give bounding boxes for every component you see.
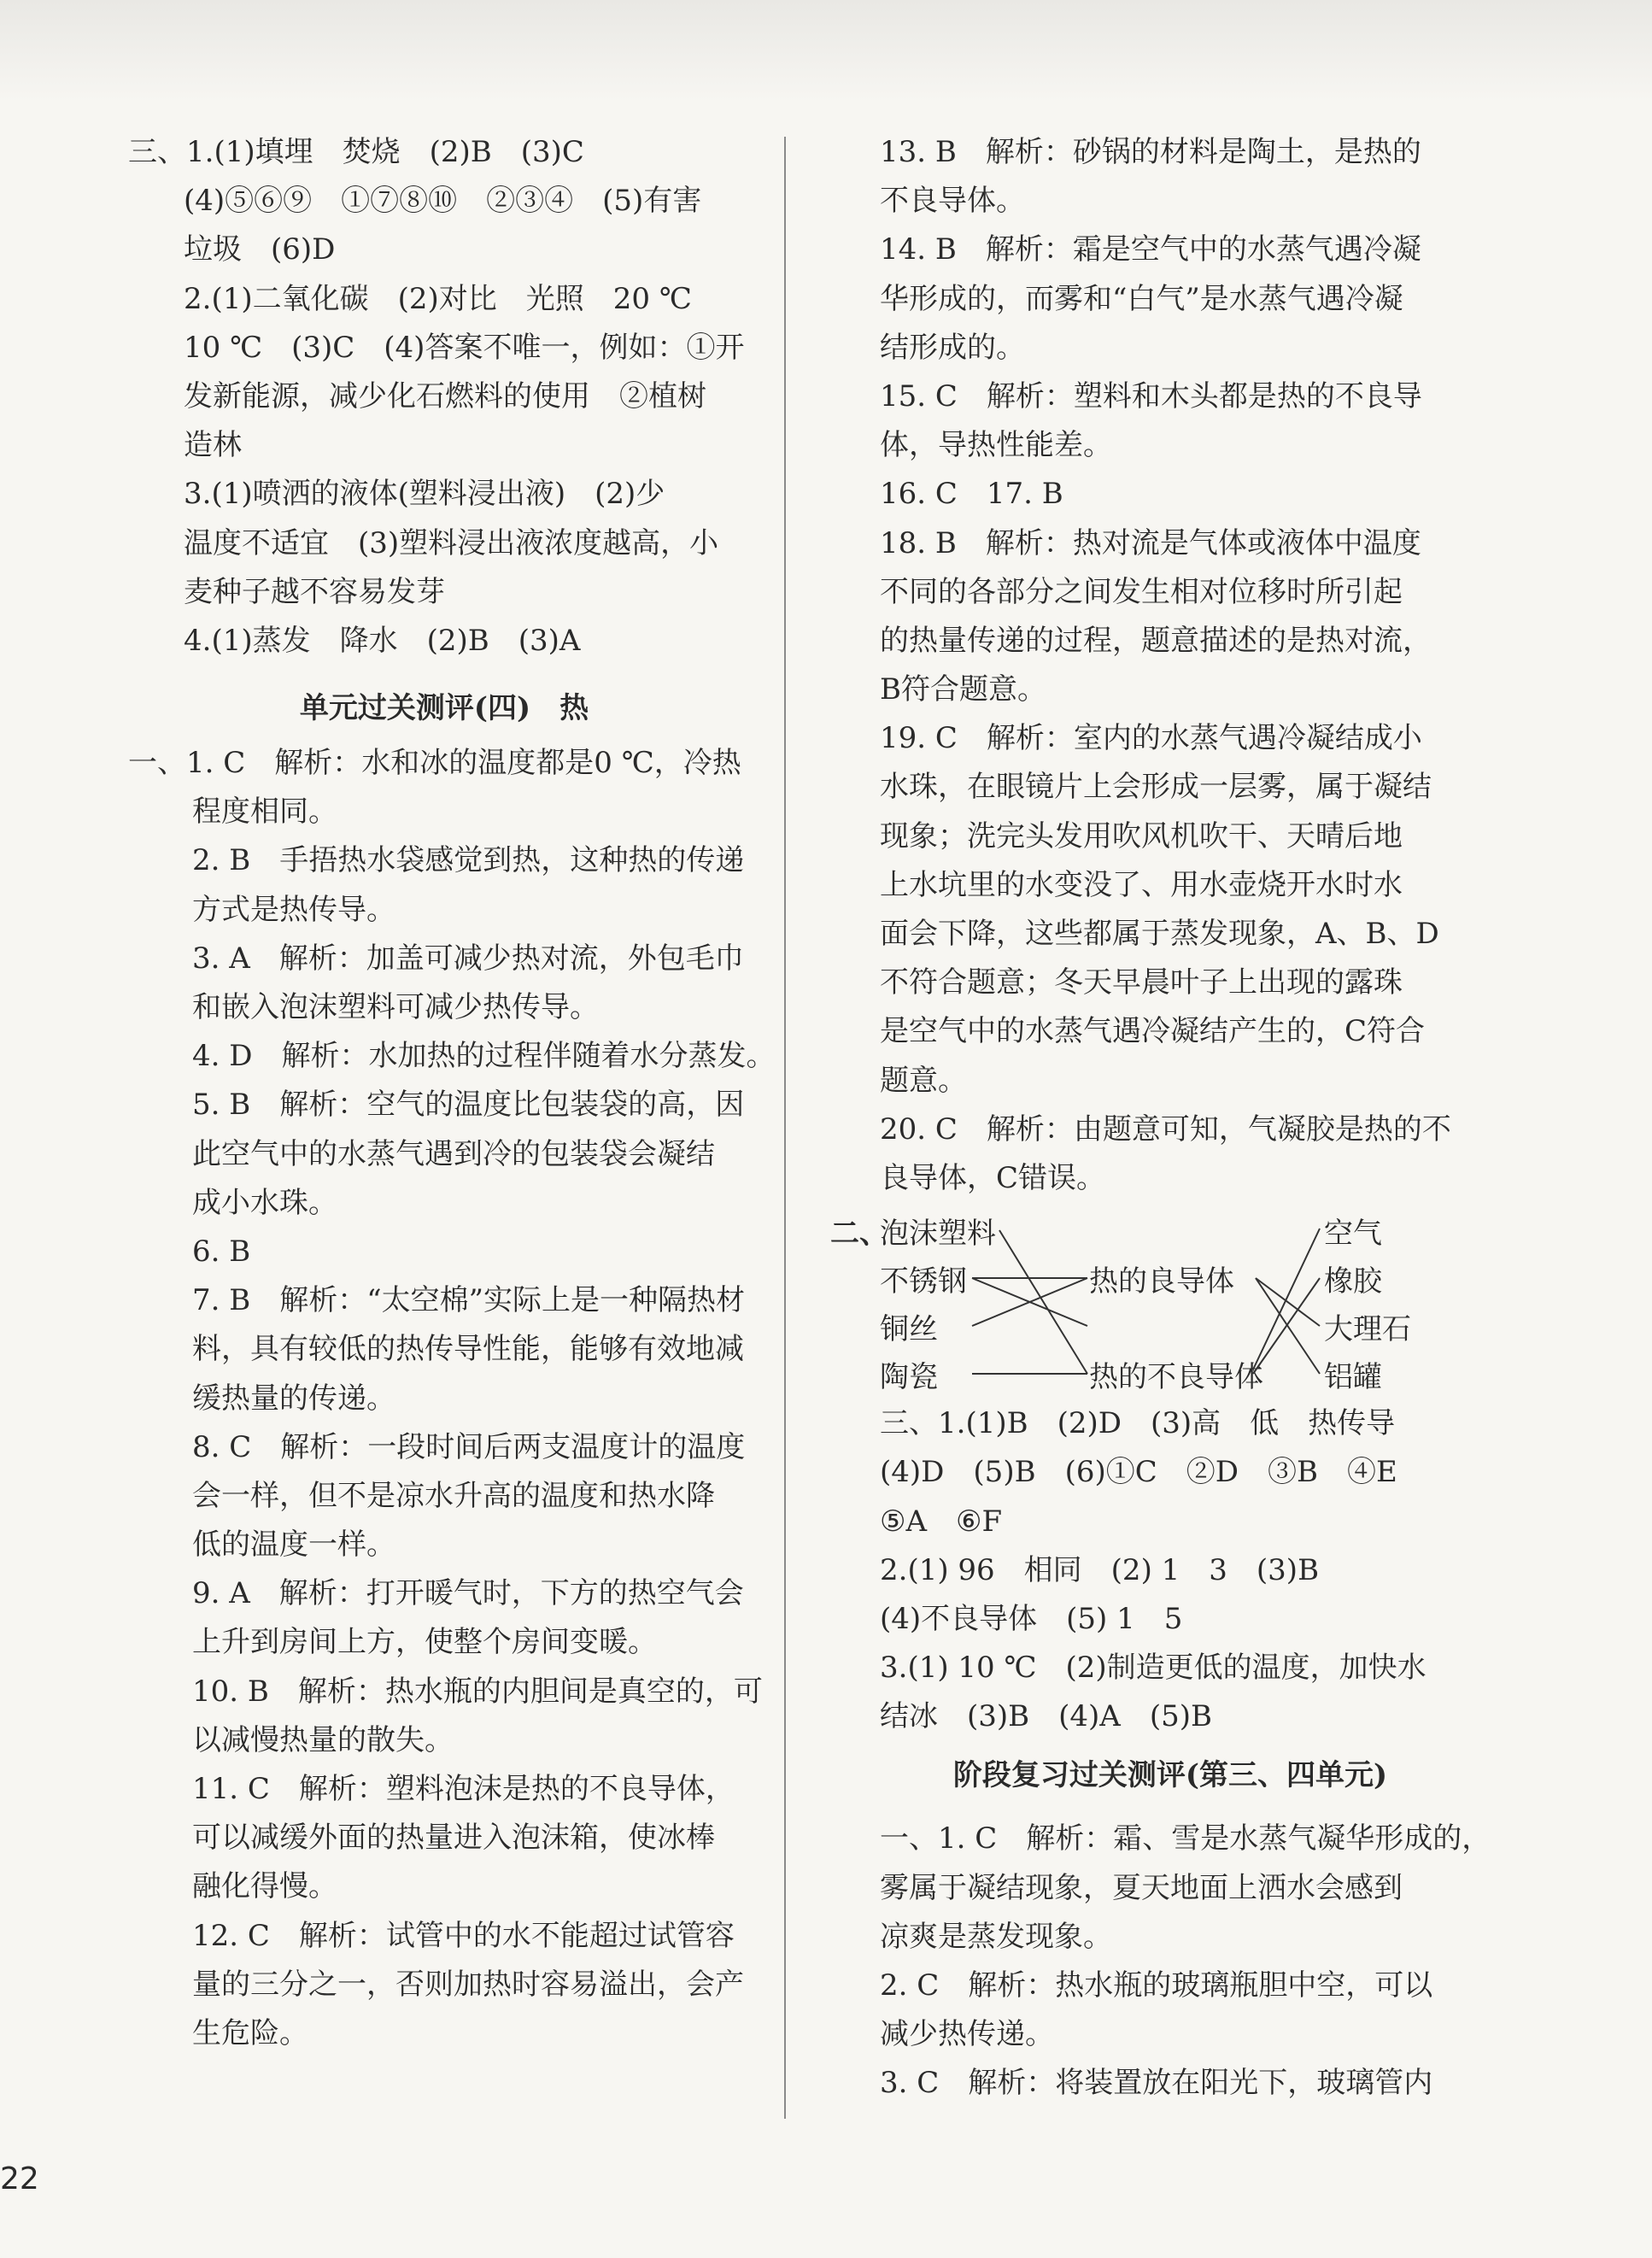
text-line: 5. B 解析：空气的温度比包装袋的高，因 [192,1088,745,1123]
match-right-item-2: 橡胶 [1324,1264,1382,1299]
line-air-to-poor [1253,1229,1320,1369]
text-line: 以减慢热量的散失。 [192,1722,454,1757]
match-left-item-2: 不锈钢 [880,1264,967,1299]
text-line: 10. B 解析：热水瓶的内胆间是真空的，可 [192,1674,763,1709]
text-line: 发新能源，减少化石燃料的使用 ②植树 [184,378,706,413]
text-line: 的热量传递的过程，题意描述的是热对流， [880,623,1432,658]
section-heading-review: 阶段复习过关测评(第三、四单元) [952,1758,1388,1793]
text-line: 不符合题意；冬天早晨叶子上出现的露珠 [880,965,1403,1000]
text-line: 18. B 解析：热对流是气体或液体中温度 [880,525,1421,560]
text-line: 三、1.(1)填埋 焚烧 (2)B (3)C [128,135,584,169]
text-line: 现象；洗完头发用吹风机吹干、天晴后地 [880,818,1403,853]
text-line: 和嵌入泡沫塑料可减少热传导。 [192,990,599,1024]
text-line: B符合题意。 [880,672,1046,707]
matching-question [830,1203,1461,1399]
text-line: 7. B 解析：“太空棉”实际上是一种隔热材 [192,1283,745,1318]
text-line: 三、1.(1)B (2)D (3)高 低 热传导 [880,1406,1396,1441]
text-line: 4. D 解析：水加热的过程伴随着水分蒸发。 [192,1039,776,1074]
text-line: 2. C 解析：热水瓶的玻璃瓶胆中空，可以 [880,1968,1433,2003]
match-right-item-3: 大理石 [1324,1312,1411,1347]
text-line: (4)⑤⑥⑨ ①⑦⑧⑩ ②③④ (5)有害 [184,184,702,219]
text-line: 不同的各部分之间发生相对位移时所引起 [880,574,1403,609]
text-line: 体，导热性能差。 [880,428,1112,463]
page-number: 22 [0,2161,39,2196]
text-line: 2.(1) 96 相同 (2) 1 3 (3)B [880,1552,1320,1587]
text-line: 上水坑里的水变没了、用水壶烧开水时水 [880,867,1403,902]
line-foam-to-poor [999,1230,1087,1374]
text-line: 会一样，但不是凉水升高的温度和热水降 [192,1478,715,1513]
text-line: 料，具有较低的热传导性能，能够有效地减 [192,1332,744,1367]
page-top-shade [0,0,1652,103]
text-line: (4)D (5)B (6)①C ②D ③B ④E [880,1455,1397,1490]
answers-unit4-part1-cont [880,128,1461,1203]
match-left-item-1: 泡沫塑料 [880,1217,996,1252]
text-line: 一、1. C 解析：水和冰的温度都是0 ℃，冷热 [128,746,741,781]
text-line: 14. B 解析：霜是空气中的水蒸气遇冷凝 [880,232,1421,267]
text-line: 成小水珠。 [192,1185,337,1220]
text-line: 雾属于凝结现象，夏天地面上洒水会感到 [880,1870,1403,1905]
text-line: ⑤A ⑥F [880,1504,1003,1539]
text-line: 良导体，C错误。 [880,1160,1106,1195]
right-column [830,128,1491,2108]
text-line: 19. C 解析：室内的水蒸气遇冷凝结成小 [880,721,1422,756]
text-line: 3.(1)喷洒的液体(塑料浸出液) (2)少 [184,477,665,512]
text-line: 华形成的，而雾和“白气”是水蒸气遇冷凝 [880,281,1403,316]
text-line: 3. A 解析：加盖可减少热对流，外包毛巾 [192,941,744,976]
text-line: 可以减缓外面的热量进入泡沫箱，使冰棒 [192,1821,715,1856]
text-line: 16. C 17. B [880,477,1063,512]
match-poor-conductor: 热的不良导体 [1089,1360,1263,1395]
text-line: 6. B [192,1234,251,1269]
text-line: 造林 [184,428,242,463]
text-line: 3.(1) 10 ℃ (2)制造更低的温度，加快水 [880,1651,1426,1686]
left-column [128,128,776,2058]
text-line: 面会下降，这些都属于蒸发现象，A、B、D [880,917,1439,951]
text-line: 不良导体。 [880,184,1025,219]
text-line: 麦种子越不容易发芽 [184,574,445,609]
text-line: 12. C 解析：试管中的水不能超过试管容 [192,1918,735,1953]
answers-section-3 [128,128,760,666]
text-line: 方式是热传导。 [192,892,395,927]
text-line: 15. C 解析：塑料和木头都是热的不良导 [880,378,1422,413]
match-prefix: 二、 [830,1217,888,1252]
text-line: 11. C 解析：塑料泡沫是热的不良导体， [192,1772,735,1806]
text-line: 9. A 解析：打开暖气时，下方的热空气会 [192,1576,744,1611]
text-line: 题意。 [880,1063,967,1098]
match-right-item-1: 空气 [1324,1217,1382,1252]
text-line: (4)不良导体 (5) 1 5 [880,1601,1183,1636]
match-left-item-4: 陶瓷 [880,1360,938,1395]
column-divider [784,137,786,2119]
text-line: 2. B 手捂热水袋感觉到热，这种热的传递 [192,843,745,878]
text-line: 2.(1)二氧化碳 (2)对比 光照 20 ℃ [184,281,692,316]
text-line: 此空气中的水蒸气遇到冷的包装袋会凝结 [192,1136,715,1171]
answers-unit4-part1 [128,739,776,2058]
text-line: 4.(1)蒸发 降水 (2)B (3)A [184,623,581,658]
match-good-conductor: 热的良导体 [1089,1264,1234,1299]
text-line: 凉爽是蒸发现象。 [880,1919,1112,1954]
text-line: 8. C 解析：一段时间后两支温度计的温度 [192,1429,746,1464]
text-line: 10 ℃ (3)C (4)答案不唯一，例如：①开 [184,330,745,365]
answers-unit4-part3 [880,1399,1461,1741]
text-line: 水珠，在眼镜片上会形成一层雾，属于凝结 [880,770,1432,805]
answers-review-part1 [880,1815,1491,2108]
text-line: 是空气中的水蒸气遇冷凝结产生的，C符合 [880,1014,1426,1049]
text-line: 3. C 解析：将装置放在阳光下，玻璃管内 [880,2066,1433,2101]
text-line: 温度不适宜 (3)塑料浸出液浓度越高，小 [184,525,719,560]
match-left-item-3: 铜丝 [880,1312,938,1347]
line-good-to-marble [1256,1278,1320,1326]
text-line: 20. C 解析：由题意可知，气凝胶是热的不 [880,1111,1451,1147]
text-line: 13. B 解析：砂锅的材料是陶土，是热的 [880,135,1421,169]
text-line: 缓热量的传递。 [192,1381,395,1416]
text-line: 垃圾 (6)D [184,232,336,267]
text-line: 减少热传递。 [880,2017,1054,2052]
text-line: 结冰 (3)B (4)A (5)B [880,1699,1213,1734]
text-line: 程度相同。 [192,795,337,830]
text-line: 融化得慢。 [192,1869,337,1904]
text-line: 结形成的。 [880,330,1025,365]
text-line: 一、1. C 解析：霜、雪是水蒸气凝华形成的， [880,1821,1491,1856]
text-line: 生危险。 [192,2015,308,2050]
match-lines [880,1203,1461,1399]
match-right-item-4: 铝罐 [1324,1360,1382,1395]
text-line: 量的三分之一，否则加热时容易溢出，会产 [192,1967,744,2002]
text-line: 低的温度一样。 [192,1528,395,1563]
section-heading-unit4: 单元过关测评(四) 热 [299,691,589,726]
text-line: 上升到房间上方，使整个房间变暖。 [192,1625,657,1660]
